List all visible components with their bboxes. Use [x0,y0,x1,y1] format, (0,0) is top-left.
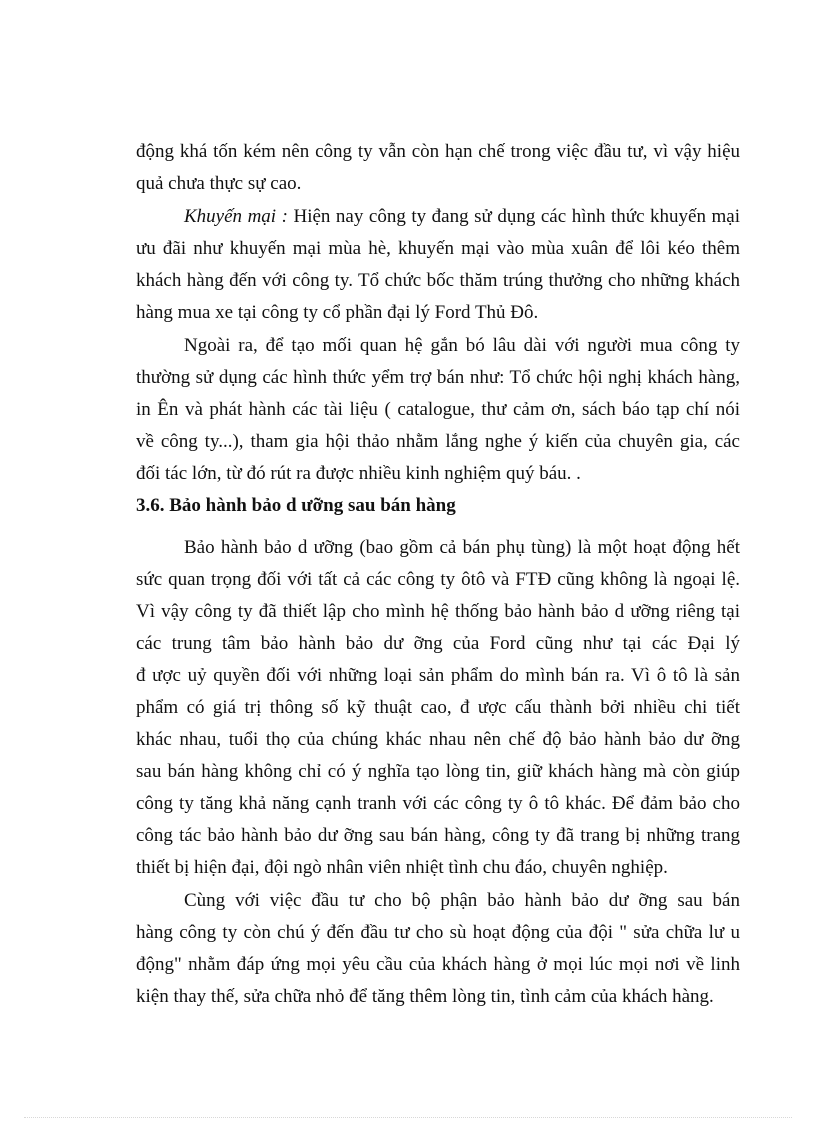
paragraph-line: khác nhau, tuổi thọ của chúng khác nhau nên chế độ bảo hành bảo dư ỡng [136,729,740,750]
paragraph-line: sức quan trọng đối với tất cả các công ty ôtô và FTĐ cũng không là ngoại lệ. [136,569,740,590]
paragraph-line: Ngoài ra, để tạo mối quan hệ gắn bó lâu dài với người mua công ty [184,335,740,356]
paragraph-line: kiện thay thế, sửa chữa nhỏ để tăng thêm lòng tin, tình cảm của khách hàng. [136,986,714,1007]
promo-first-line-text: Hiện nay công ty đang sử dụng các hình thức khuyến mại [287,206,741,227]
paragraph-line: công ty tăng khả năng cạnh tranh với các công ty ô tô khác. Để đảm bảo cho [136,793,740,814]
section-heading: 3.6. Bảo hành bảo d ưỡng sau bán hàng [136,495,456,516]
paragraph-line: thường sử dụng các hình thức yểm trợ bán như: Tổ chức hội nghị khách hàng, [136,367,740,388]
paragraph-line: thiết bị hiện đại, đội ngò nhân viên nhiệt tình chu đáo, chuyên nghiệp. [136,857,668,878]
promo-label: Khuyến mại : [184,206,288,227]
paragraph-line: quả chưa thực sự cao. [136,173,302,194]
paragraph-line: Vì vậy công ty đã thiết lập cho mình hệ thống bảo hành bảo d ưỡng riêng tại [136,601,740,622]
paragraph-line: động khá tốn kém nên công ty vẫn còn hạn chế trong việc đầu tư, vì vậy hiệu [136,141,740,162]
paragraph-line: đ ược uỷ quyền đối với những loại sản phẩm do mình bán ra. Vì ô tô là sản [136,665,740,686]
paragraph-line: sau bán hàng không chỉ có ý nghĩa tạo lòng tin, giữ khách hàng mà còn giúp [136,761,740,782]
paragraph-line: ưu đãi như khuyến mại mùa hè, khuyến mại vào mùa xuân để lôi kéo thêm [136,238,740,259]
paragraph-line: khách hàng đến với công ty. Tổ chức bốc thăm trúng thưởng cho những khách [136,270,740,291]
paragraph-line: phẩm có giá trị thông số kỹ thuật cao, đ ược cấu thành bởi nhiều chi tiết [136,697,740,718]
paragraph-line: hàng mua xe tại công ty cổ phần đại lý Ford Thủ Đô. [136,302,539,323]
page-bottom-border [24,1117,792,1118]
paragraph-line: đối tác lớn, từ đó rút ra được nhiều kinh nghiệm quý báu. . [136,463,581,484]
paragraph-line: các trung tâm bảo hành bảo dư ỡng của Ford cũng như tại các Đại lý [136,633,740,654]
paragraph-line: công tác bảo hành bảo dư ỡng sau bán hàng, công ty đã trang bị những trang [136,825,740,846]
paragraph-line: động" nhằm đáp ứng mọi yêu cầu của khách hàng ở mọi lúc mọi nơi về linh [136,954,740,975]
paragraph-line: về công ty...), tham gia hội thảo nhằm lắng nghe ý kiến của chuyên gia, các [136,431,740,452]
paragraph-line: Bảo hành bảo d ưỡng (bao gồm cả bán phụ tùng) là một hoạt động hết [184,537,740,558]
paragraph-line: Cùng với việc đầu tư cho bộ phận bảo hành bảo dư ỡng sau bán [184,890,740,911]
paragraph-line: hàng công ty còn chú ý đến đầu tư cho sù hoạt động của đội " sửa chữa lư u [136,922,740,943]
paragraph-line: in Ên và phát hành các tài liệu ( catalogue, thư cảm ơn, sách báo tạp chí nói [136,399,740,420]
promo-first-line [184,201,740,233]
